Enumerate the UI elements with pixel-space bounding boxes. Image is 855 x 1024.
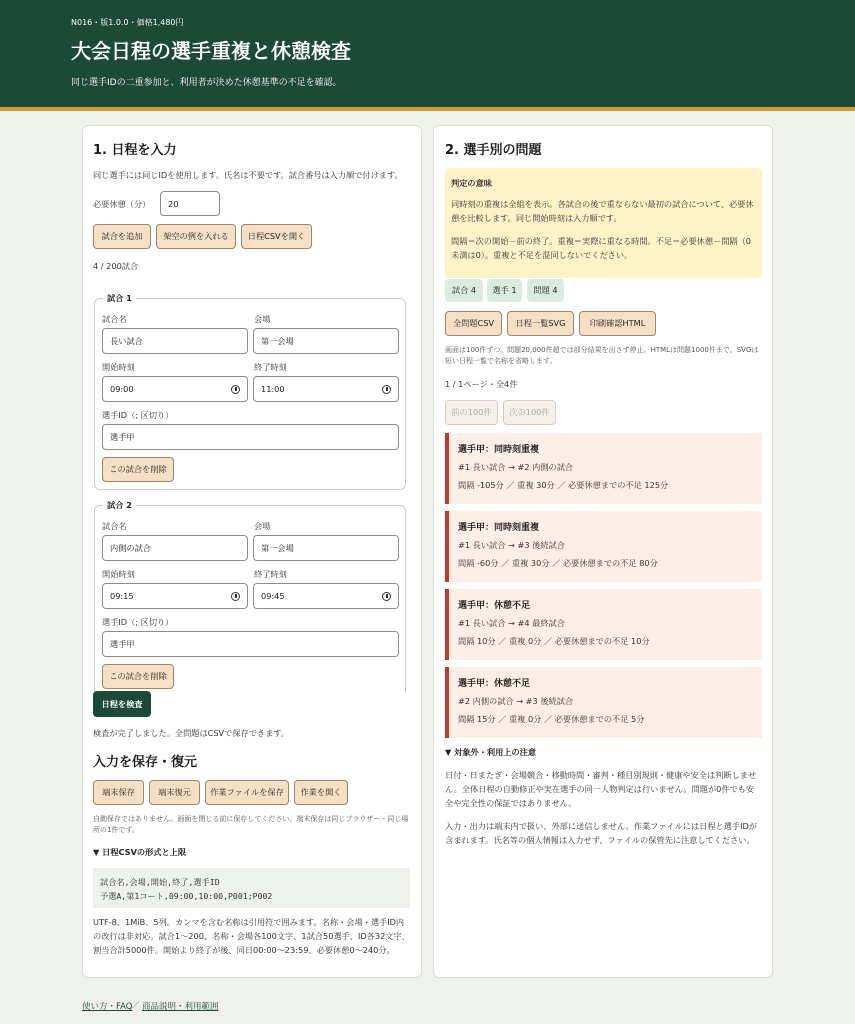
note-paragraph-1: 同時刻の重複は全組を表示。各試合の後で重ならない最初の試合について、必要休憩を比較します。同じ開始時刻は入力順です。 [451, 199, 754, 223]
match-count: 4 / 200試合 [93, 261, 139, 271]
export-note: 画面は100件ずつ。問題20,000件超では部分結果を出さず停止。HTMLは問題1000件まで。SVGは短い日程一覧で名称を省略します。 [445, 346, 759, 365]
scope-paragraph-1: 日付・日またぎ・会場競合・移動時間・審判・種目別規則・健康や安全は判断しません。全体日程の自動修正や実在選手の同一人物判定は行いません。問題が0件でも安全や完全性の保証ではありません。 [445, 770, 757, 808]
issue-title: 選手甲：休憩不足 [458, 679, 531, 689]
start-time-value: 09:15 [110, 591, 134, 601]
issue-card [445, 667, 762, 738]
check-status: 検査が完了しました。全問題はCSVで保存できます。 [93, 728, 289, 738]
prev-page-button[interactable]: 前の100件 [445, 400, 498, 425]
page-subtitle: 同じ選手IDの二重参加と、利用者が決めた休憩基準の不足を確認。 [71, 78, 342, 88]
delete-match-button[interactable]: この試合を削除 [102, 664, 174, 689]
end-time-label: 終了時刻 [254, 569, 287, 579]
issue-detail: 間隔 15分 ／ 重複 0分 ／ 必要休憩までの不足 5分 [458, 714, 645, 724]
issue-count-pill: 問題 4 [527, 279, 564, 302]
page-info: 1 / 1ページ・全4件 [445, 379, 518, 389]
rest-minutes-input[interactable]: 20 [160, 191, 220, 216]
end-time-label: 終了時刻 [254, 362, 287, 372]
issue-pair: #1 長い試合 → #3 後続試合 [458, 540, 565, 550]
issue-pair: #2 内側の試合 → #3 後続試合 [458, 696, 574, 706]
save-work-file-button[interactable]: 作業ファイルを保存 [205, 780, 289, 805]
venue-input[interactable]: 第一会場 [253, 328, 399, 354]
product-meta: N016・版1.0.0・価格1,480円 [71, 18, 184, 27]
end-time-value: 11:00 [261, 384, 285, 394]
local-restore-button[interactable]: 端末復元 [149, 780, 200, 805]
print-preview-button[interactable]: 印刷確認HTML [579, 311, 656, 336]
page-header [0, 0, 855, 111]
export-svg-button[interactable]: 日程一覧SVG [507, 311, 574, 336]
judgement-note [445, 168, 762, 278]
venue-label: 会場 [254, 521, 271, 531]
issue-title: 選手甲：同時刻重複 [458, 445, 540, 455]
clock-icon [382, 385, 391, 394]
end-time-value: 09:45 [261, 591, 285, 601]
issue-pair: #1 長い試合 → #2 内側の試合 [458, 462, 574, 472]
note-title: 判定の意味 [451, 178, 492, 188]
issue-card [445, 511, 762, 582]
start-time-label: 開始時刻 [102, 569, 135, 579]
issue-pair: #1 長い試合 → #4 最終試合 [458, 618, 565, 628]
faq-link[interactable]: 使い方・FAQ [82, 1002, 133, 1012]
players-label: 選手ID（; 区切り） [102, 617, 174, 627]
match-legend: 試合 1 [103, 293, 136, 304]
issue-title: 選手甲：同時刻重複 [458, 523, 540, 533]
open-work-file-button[interactable]: 作業を開く [294, 780, 348, 805]
csv-description: UTF-8、1MiB、5列。カンマを含む名称は引用符で囲みます。名称・会場・選手ID内の改行は非対応。試合1〜200、名称・会場各100文字、1試合50選手、ID各32文字、割当合計5000件。開始より終了が後、同日00:00〜23:59、必要休憩0〜240分。 [93, 917, 410, 955]
match-name-input[interactable]: 内側の試合 [102, 535, 248, 561]
issue-card [445, 589, 762, 660]
start-time-input[interactable] [102, 376, 248, 402]
input-heading: 1. 日程を入力 [93, 143, 177, 158]
issue-title: 選手甲：休憩不足 [458, 601, 531, 611]
start-time-value: 09:00 [110, 384, 134, 394]
match-name-input[interactable]: 長い試合 [102, 328, 248, 354]
csv-format-summary[interactable]: ▼ 日程CSVの形式と上限 [93, 847, 187, 857]
page-title: 大会日程の選手重複と休憩検査 [71, 39, 351, 63]
csv-example-row: 予選A,第1コート,09:00,10:00,P001;P002 [100, 891, 273, 901]
player-count-pill: 選手 1 [487, 279, 522, 302]
save-note: 自動保存ではありません。画面を閉じる前に保存してください。端末保存は同じブラウザー・同じ場所の1件です。 [93, 815, 409, 834]
scope-paragraph-2: 入力・出力は端末内で扱い、外部に送信しません。作業ファイルには日程と選手IDが含まれます。氏名等の個人情報は入力せず、ファイルの保管先に注意してください。 [445, 821, 757, 845]
open-csv-button[interactable]: 日程CSVを開く [241, 224, 312, 249]
issue-detail: 間隔 -60分 ／ 重複 30分 ／ 必要休憩までの不足 80分 [458, 558, 658, 568]
footer-separator: ／ [131, 1000, 140, 1010]
local-save-button[interactable]: 端末保存 [93, 780, 144, 805]
players-input[interactable]: 選手甲 [102, 631, 399, 657]
match-legend: 試合 2 [103, 500, 136, 511]
delete-match-button[interactable]: この試合を削除 [102, 457, 174, 482]
start-time-label: 開始時刻 [102, 362, 135, 372]
end-time-input[interactable] [253, 376, 399, 402]
export-csv-button[interactable]: 全問題CSV [445, 311, 502, 336]
check-schedule-button[interactable]: 日程を検査 [93, 691, 151, 717]
players-input[interactable]: 選手甲 [102, 424, 399, 450]
add-match-button[interactable]: 試合を追加 [93, 224, 151, 249]
csv-example-header: 試合名,会場,開始,終了,選手ID [100, 877, 220, 887]
input-intro: 同じ選手には同じIDを使用します。氏名は不要です。試合番号は入力順で付けます。 [93, 170, 403, 180]
issue-detail: 間隔 -105分 ／ 重複 30分 ／ 必要休憩までの不足 125分 [458, 480, 669, 490]
issue-card [445, 433, 762, 504]
clock-icon [382, 592, 391, 601]
product-description-link[interactable]: 商品説明・利用範囲 [142, 1002, 219, 1012]
issues-heading: 2. 選手別の問題 [445, 143, 542, 158]
players-label: 選手ID（; 区切り） [102, 410, 174, 420]
csv-example [93, 868, 410, 908]
match-name-label: 試合名 [102, 521, 127, 531]
venue-label: 会場 [254, 314, 271, 324]
note-paragraph-2: 間隔＝次の開始－前の終了。重複＝実際に重なる時間。不足＝必要休憩－間隔（0未満は0）。重複と不足を混同しないでください。 [451, 236, 751, 260]
start-time-input[interactable] [102, 583, 248, 609]
issue-detail: 間隔 10分 ／ 重複 0分 ／ 必要休憩までの不足 10分 [458, 636, 650, 646]
save-heading: 入力を保存・復元 [93, 755, 198, 770]
load-example-button[interactable]: 架空の例を入れる [156, 224, 236, 249]
next-page-button[interactable]: 次の100件 [503, 400, 556, 425]
clock-icon [231, 592, 240, 601]
match-list[interactable] [92, 290, 407, 692]
match-name-label: 試合名 [102, 314, 127, 324]
match-count-pill: 試合 4 [445, 279, 483, 302]
venue-input[interactable]: 第一会場 [253, 535, 399, 561]
end-time-input[interactable] [253, 583, 399, 609]
clock-icon [231, 385, 240, 394]
rest-label: 必要休憩（分） [93, 199, 151, 209]
scope-summary[interactable]: ▼ 対象外・利用上の注意 [445, 747, 537, 757]
